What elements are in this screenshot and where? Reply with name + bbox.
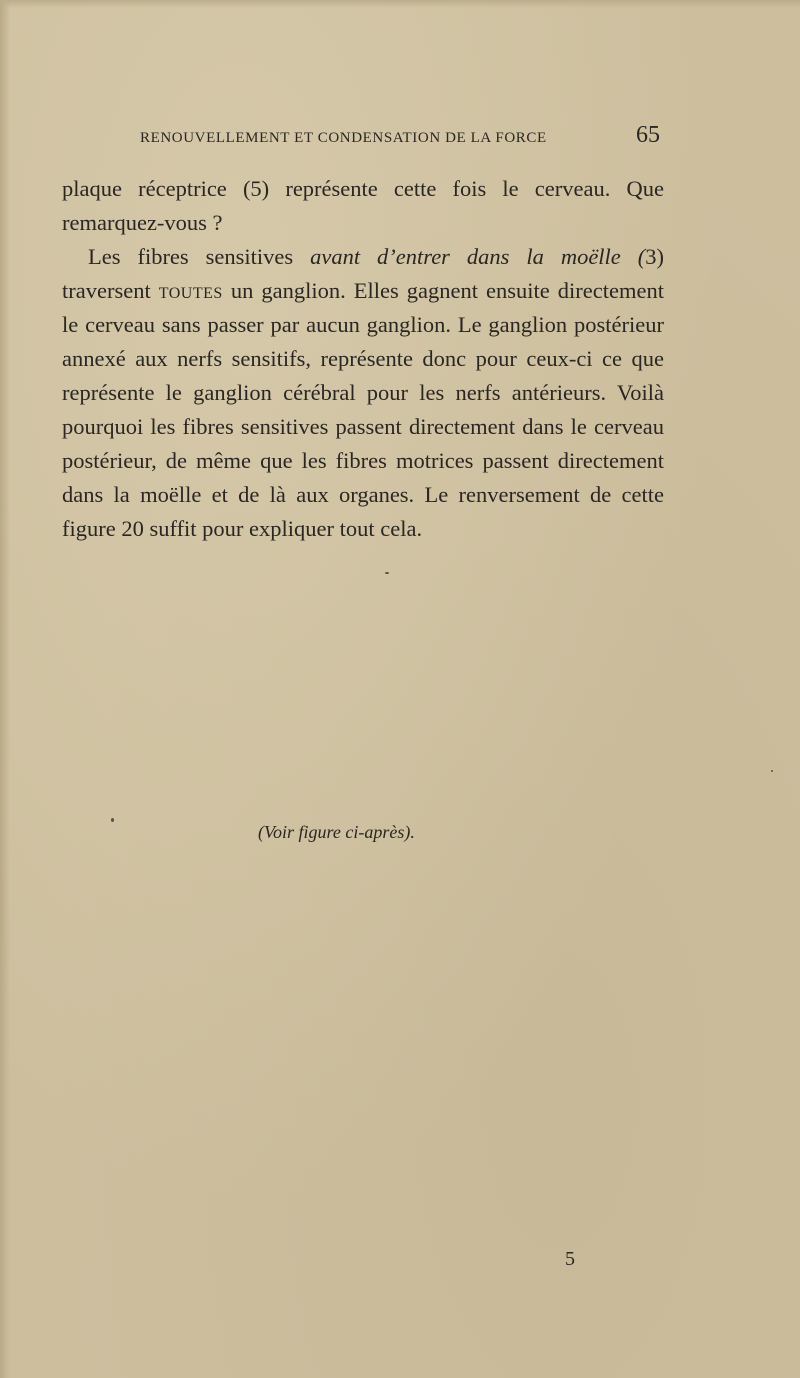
paragraph-2 — [62, 240, 664, 546]
page-edge-shadow — [0, 0, 10, 1378]
paper-speck — [385, 572, 389, 574]
signature-mark: 5 — [565, 1248, 575, 1270]
paragraph-1: plaque réceptrice (5) représente cette fois le cerveau. Que remarquez-vous ? — [62, 176, 664, 235]
paragraph-2-part-c: un ganglion. Elles gagnent ensuite directement le cerveau sans passer par aucun ganglion. Le ganglion postérieur annexé aux nerfs sensitifs, représente donc pour ceux-ci ce que représente le ganglion cérébral pour les nerfs antérieurs. Voilà pourquoi les fibres sensitives passent directement dans le cerveau postérieur, de même que les fibres motrices passent directement dans la moëlle et de là aux organes. Le renversement de cette figure 20 suffit pour expliquer tout cela. — [62, 278, 664, 541]
page-top-shadow — [0, 0, 800, 8]
body-text — [62, 172, 664, 546]
figure-reference — [258, 822, 415, 843]
paragraph-2-italic: avant d’entrer dans la moëlle ( — [310, 244, 646, 269]
figure-reference-close: ). — [404, 822, 415, 842]
figure-reference-text: Voir figure ci-après — [264, 822, 405, 842]
running-title: RENOUVELLEMENT ET CONDENSATION DE LA FORCE — [140, 130, 547, 146]
paragraph-2-part-a: Les fibres sensitives — [88, 244, 311, 269]
paragraph-2-part-b: 3) traversent — [62, 244, 664, 303]
paper-speck — [771, 770, 773, 772]
page-number: 65 — [636, 122, 660, 148]
paper-speck — [111, 818, 114, 822]
figure-reference-open: ( — [258, 822, 264, 842]
paragraph-2-smallcaps: toutes — [158, 278, 223, 303]
